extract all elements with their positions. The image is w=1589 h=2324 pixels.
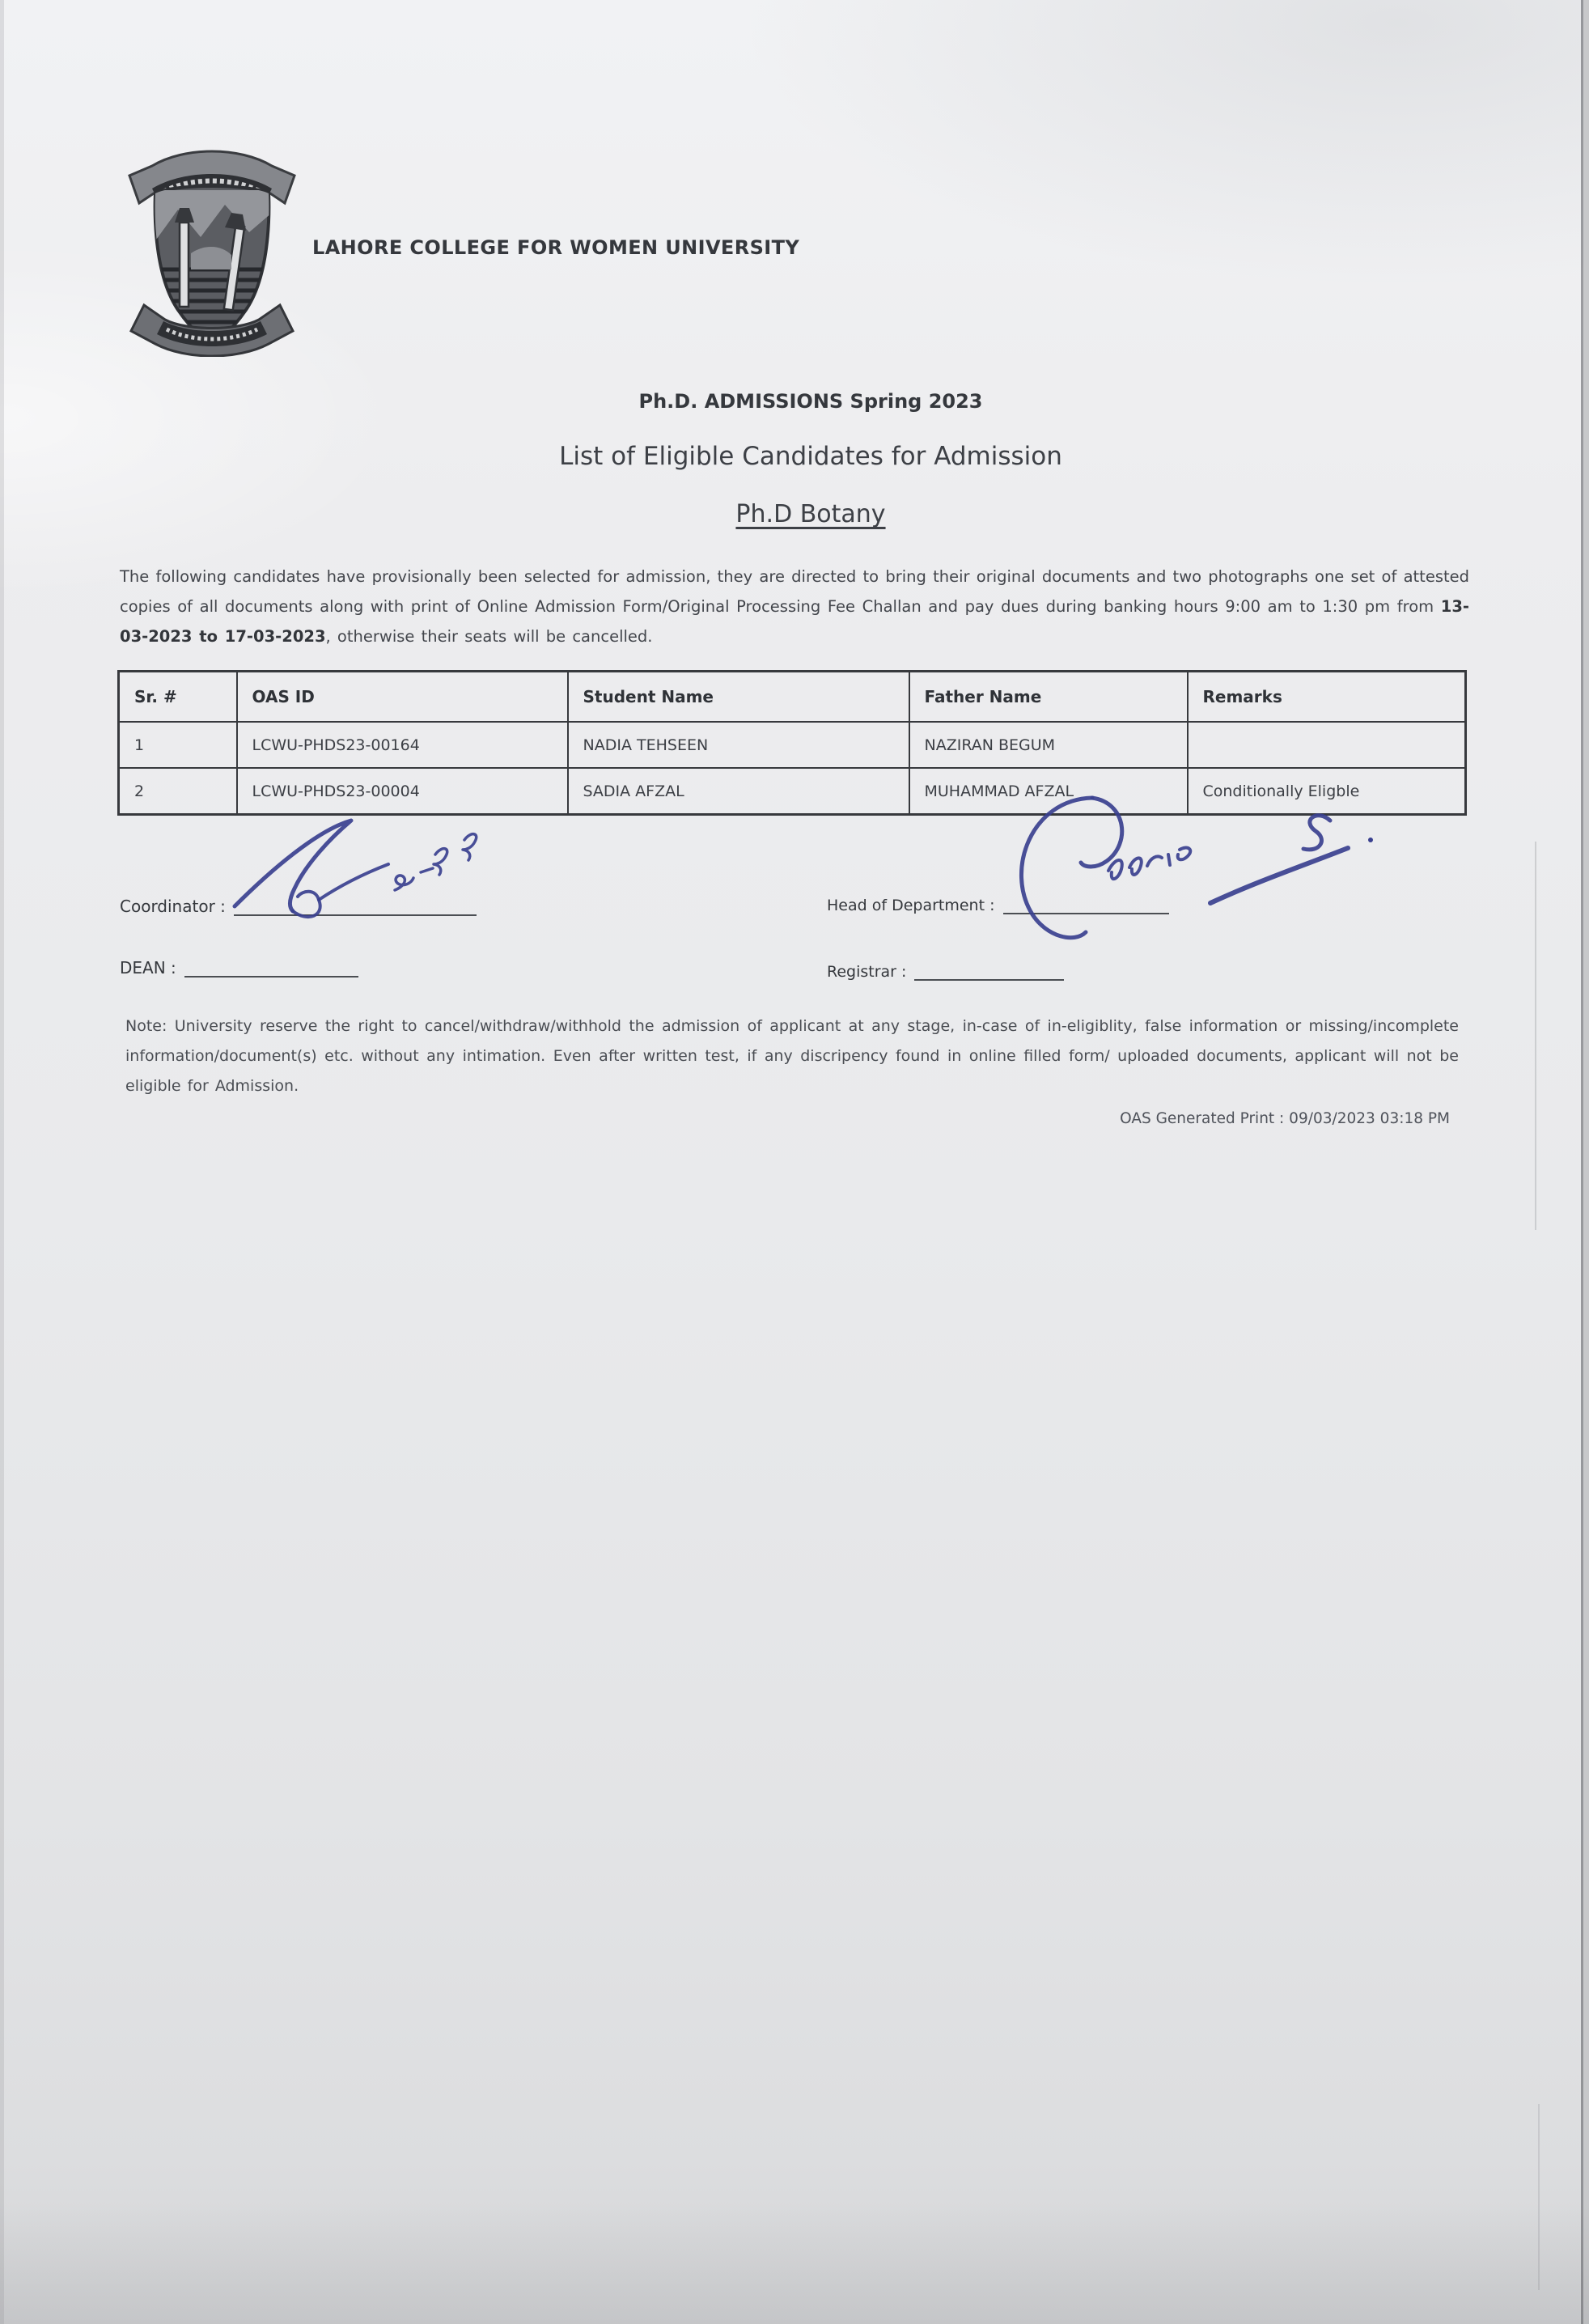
scan-edge-shadow: [1583, 0, 1589, 2324]
table-cell: LCWU-PHDS23-00004: [237, 768, 568, 815]
university-crest-logo: [128, 148, 296, 357]
intro-paragraph: [120, 562, 1469, 651]
column-header: Student Name: [568, 672, 909, 723]
column-header: OAS ID: [237, 672, 568, 723]
department-subtitle: Ph.D Botany: [735, 500, 886, 528]
university-name: LAHORE COLLEGE FOR WOMEN UNIVERSITY: [312, 236, 800, 259]
dean-signature-row: [120, 958, 358, 978]
hod-signature-row: [827, 897, 1169, 914]
generated-print-timestamp: OAS Generated Print : 09/03/2023 03:18 PM: [1120, 1110, 1450, 1127]
intro-text: , otherwise their seats will be cancelled.: [325, 627, 653, 646]
note-paragraph: Note: University reserve the right to cancel/withdraw/withhold the admission of applicant at any stage, in-case of in-eligiblity, false information or missing/incomplete information/document(s) etc. without any intimation. Even after written test, if any discripency found in online filled form/ uploaded documents, applicant will not be eligible for Admission.: [125, 1017, 1459, 1095]
column-header: Remarks: [1188, 672, 1466, 723]
coordinator-label: Coordinator :: [120, 897, 226, 916]
program-header: Ph.D. ADMISSIONS Spring 2023: [638, 390, 983, 413]
scan-edge-line: [1581, 0, 1583, 2324]
dean-label: DEAN :: [120, 958, 176, 978]
registrar-signature-row: [827, 963, 1064, 981]
document-title: List of Eligible Candidates for Admission: [559, 442, 1062, 471]
scan-left-shade: [0, 0, 4, 2324]
deadline-dates: 13-03-2023 to 17-03-2023: [120, 597, 1469, 646]
table-cell: [1188, 722, 1466, 768]
table-cell: 1: [119, 722, 237, 768]
table-cell: SADIA AFZAL: [568, 768, 909, 815]
table-row: [119, 768, 1466, 815]
intro-text: The following candidates have provisionally been selected for admission, they are directed to bring their original documents and two photographs one set of attested copies of all documents along with print of Online Admission Form/Original Processing Fee Challan and pay dues during banking hours 9:00 am to 1:30 pm from: [120, 567, 1469, 616]
table-cell: LCWU-PHDS23-00164: [237, 722, 568, 768]
table-row: [119, 722, 1466, 768]
table-cell: Conditionally Eligble: [1188, 768, 1466, 815]
registrar-label: Registrar :: [827, 963, 907, 981]
coordinator-signature-row: [120, 897, 477, 916]
table-cell: MUHAMMAD AFZAL: [909, 768, 1188, 815]
column-header: Father Name: [909, 672, 1188, 723]
hod-signature-line: [1003, 908, 1169, 914]
hod-label: Head of Department :: [827, 897, 995, 914]
dean-signature-line: [184, 971, 358, 978]
registrar-signature-line: [914, 974, 1064, 981]
table-header-row: [119, 672, 1466, 723]
candidates-table: [117, 670, 1467, 816]
column-header: Sr. #: [119, 672, 237, 723]
coordinator-signature-line: [234, 910, 477, 916]
scan-scratch-artifact: [1535, 842, 1536, 1230]
table-cell: 2: [119, 768, 237, 815]
table-cell: NAZIRAN BEGUM: [909, 722, 1188, 768]
table-cell: NADIA TEHSEEN: [568, 722, 909, 768]
scan-bottom-shade: [0, 2203, 1589, 2324]
